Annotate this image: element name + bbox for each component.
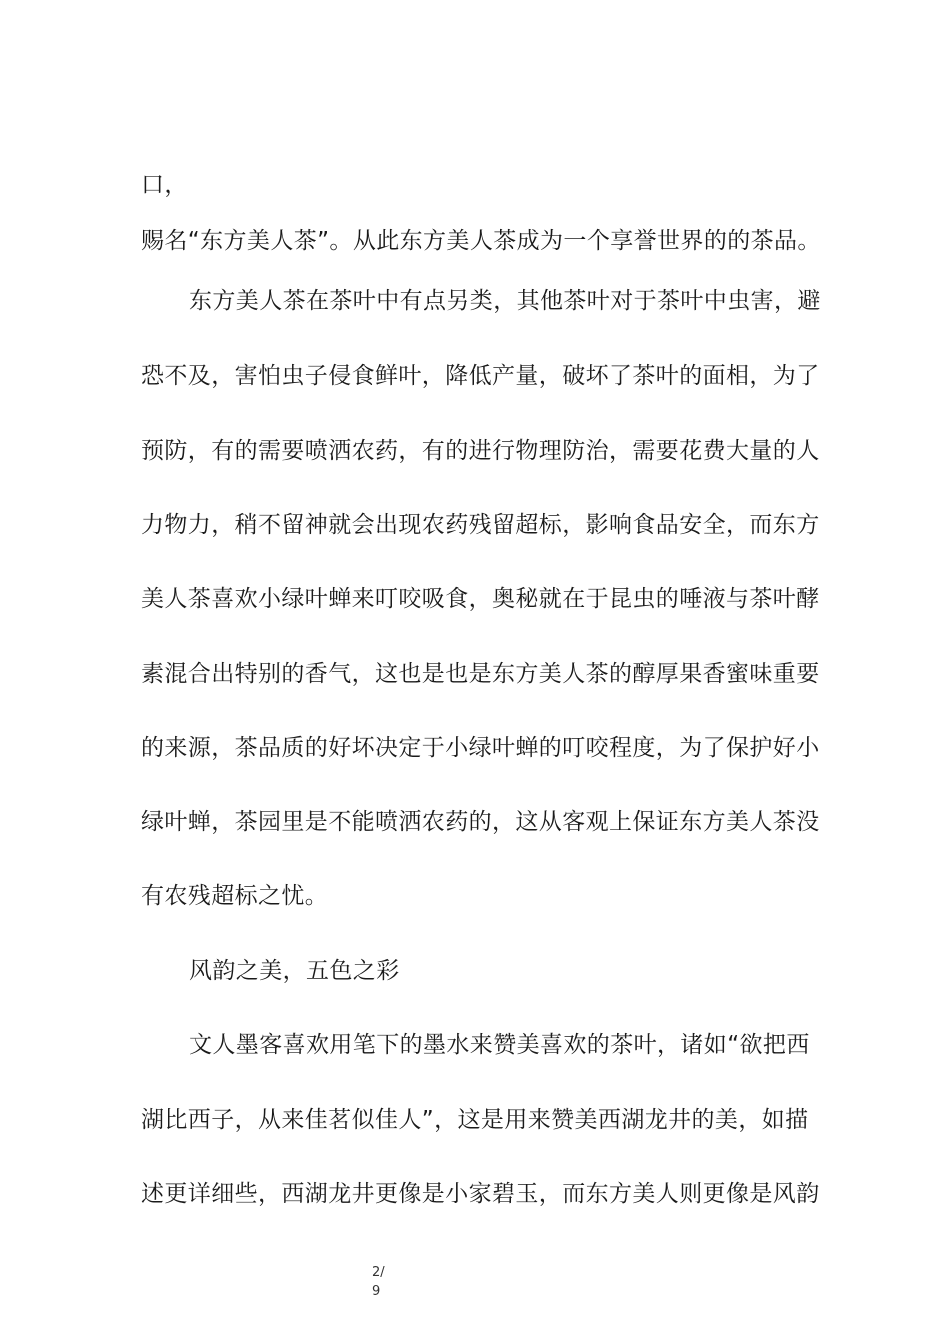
text-line: 的来源，茶品质的好坏决定于小绿叶蝉的叮咬程度，为了保护好小: [141, 735, 820, 761]
text-line: 素混合出特别的香气，这也是也是东方美人茶的醇厚果香蜜味重要: [141, 661, 820, 687]
text-line: 绿叶蝉，茶园里是不能喷洒农药的，这从客观上保证东方美人茶没: [141, 809, 820, 835]
section-heading: 风韵之美，五色之彩: [189, 958, 400, 984]
paragraph-first-line: 文人墨客喜欢用笔下的墨水来赞美喜欢的茶叶，诸如“欲把西: [189, 1032, 810, 1058]
text-line: 恐不及，害怕虫子侵食鲜叶，降低产量，破坏了茶叶的面相，为了: [141, 363, 820, 389]
paragraph-first-line: 东方美人茶在茶叶中有点另类，其他茶叶对于茶叶中虫害，避: [189, 288, 821, 314]
text-line: 湖比西子，从来佳茗似佳人”，这是用来赞美西湖龙井的美，如描: [141, 1107, 809, 1133]
text-line: 力物力，稍不留神就会出现农药残留超标，影响食品安全，而东方: [141, 512, 820, 538]
page-number-current: 2/: [372, 1265, 385, 1280]
text-line: 有农残超标之忧。: [141, 883, 329, 909]
text-line: 预防，有的需要喷洒农药，有的进行物理防治，需要花费大量的人: [141, 438, 820, 464]
page-number-total: 9: [372, 1284, 381, 1299]
text-line: 美人茶喜欢小绿叶蝉来叮咬吸食，奥秘就在于昆虫的唾液与茶叶酵: [141, 586, 820, 612]
text-line: 赐名“东方美人茶”。从此东方美人茶成为一个享誉世界的的茶品。: [141, 228, 821, 254]
text-line: 述更详细些，西湖龙井更像是小家碧玉，而东方美人则更像是风韵: [141, 1181, 820, 1207]
text-line: 口，: [141, 172, 188, 198]
